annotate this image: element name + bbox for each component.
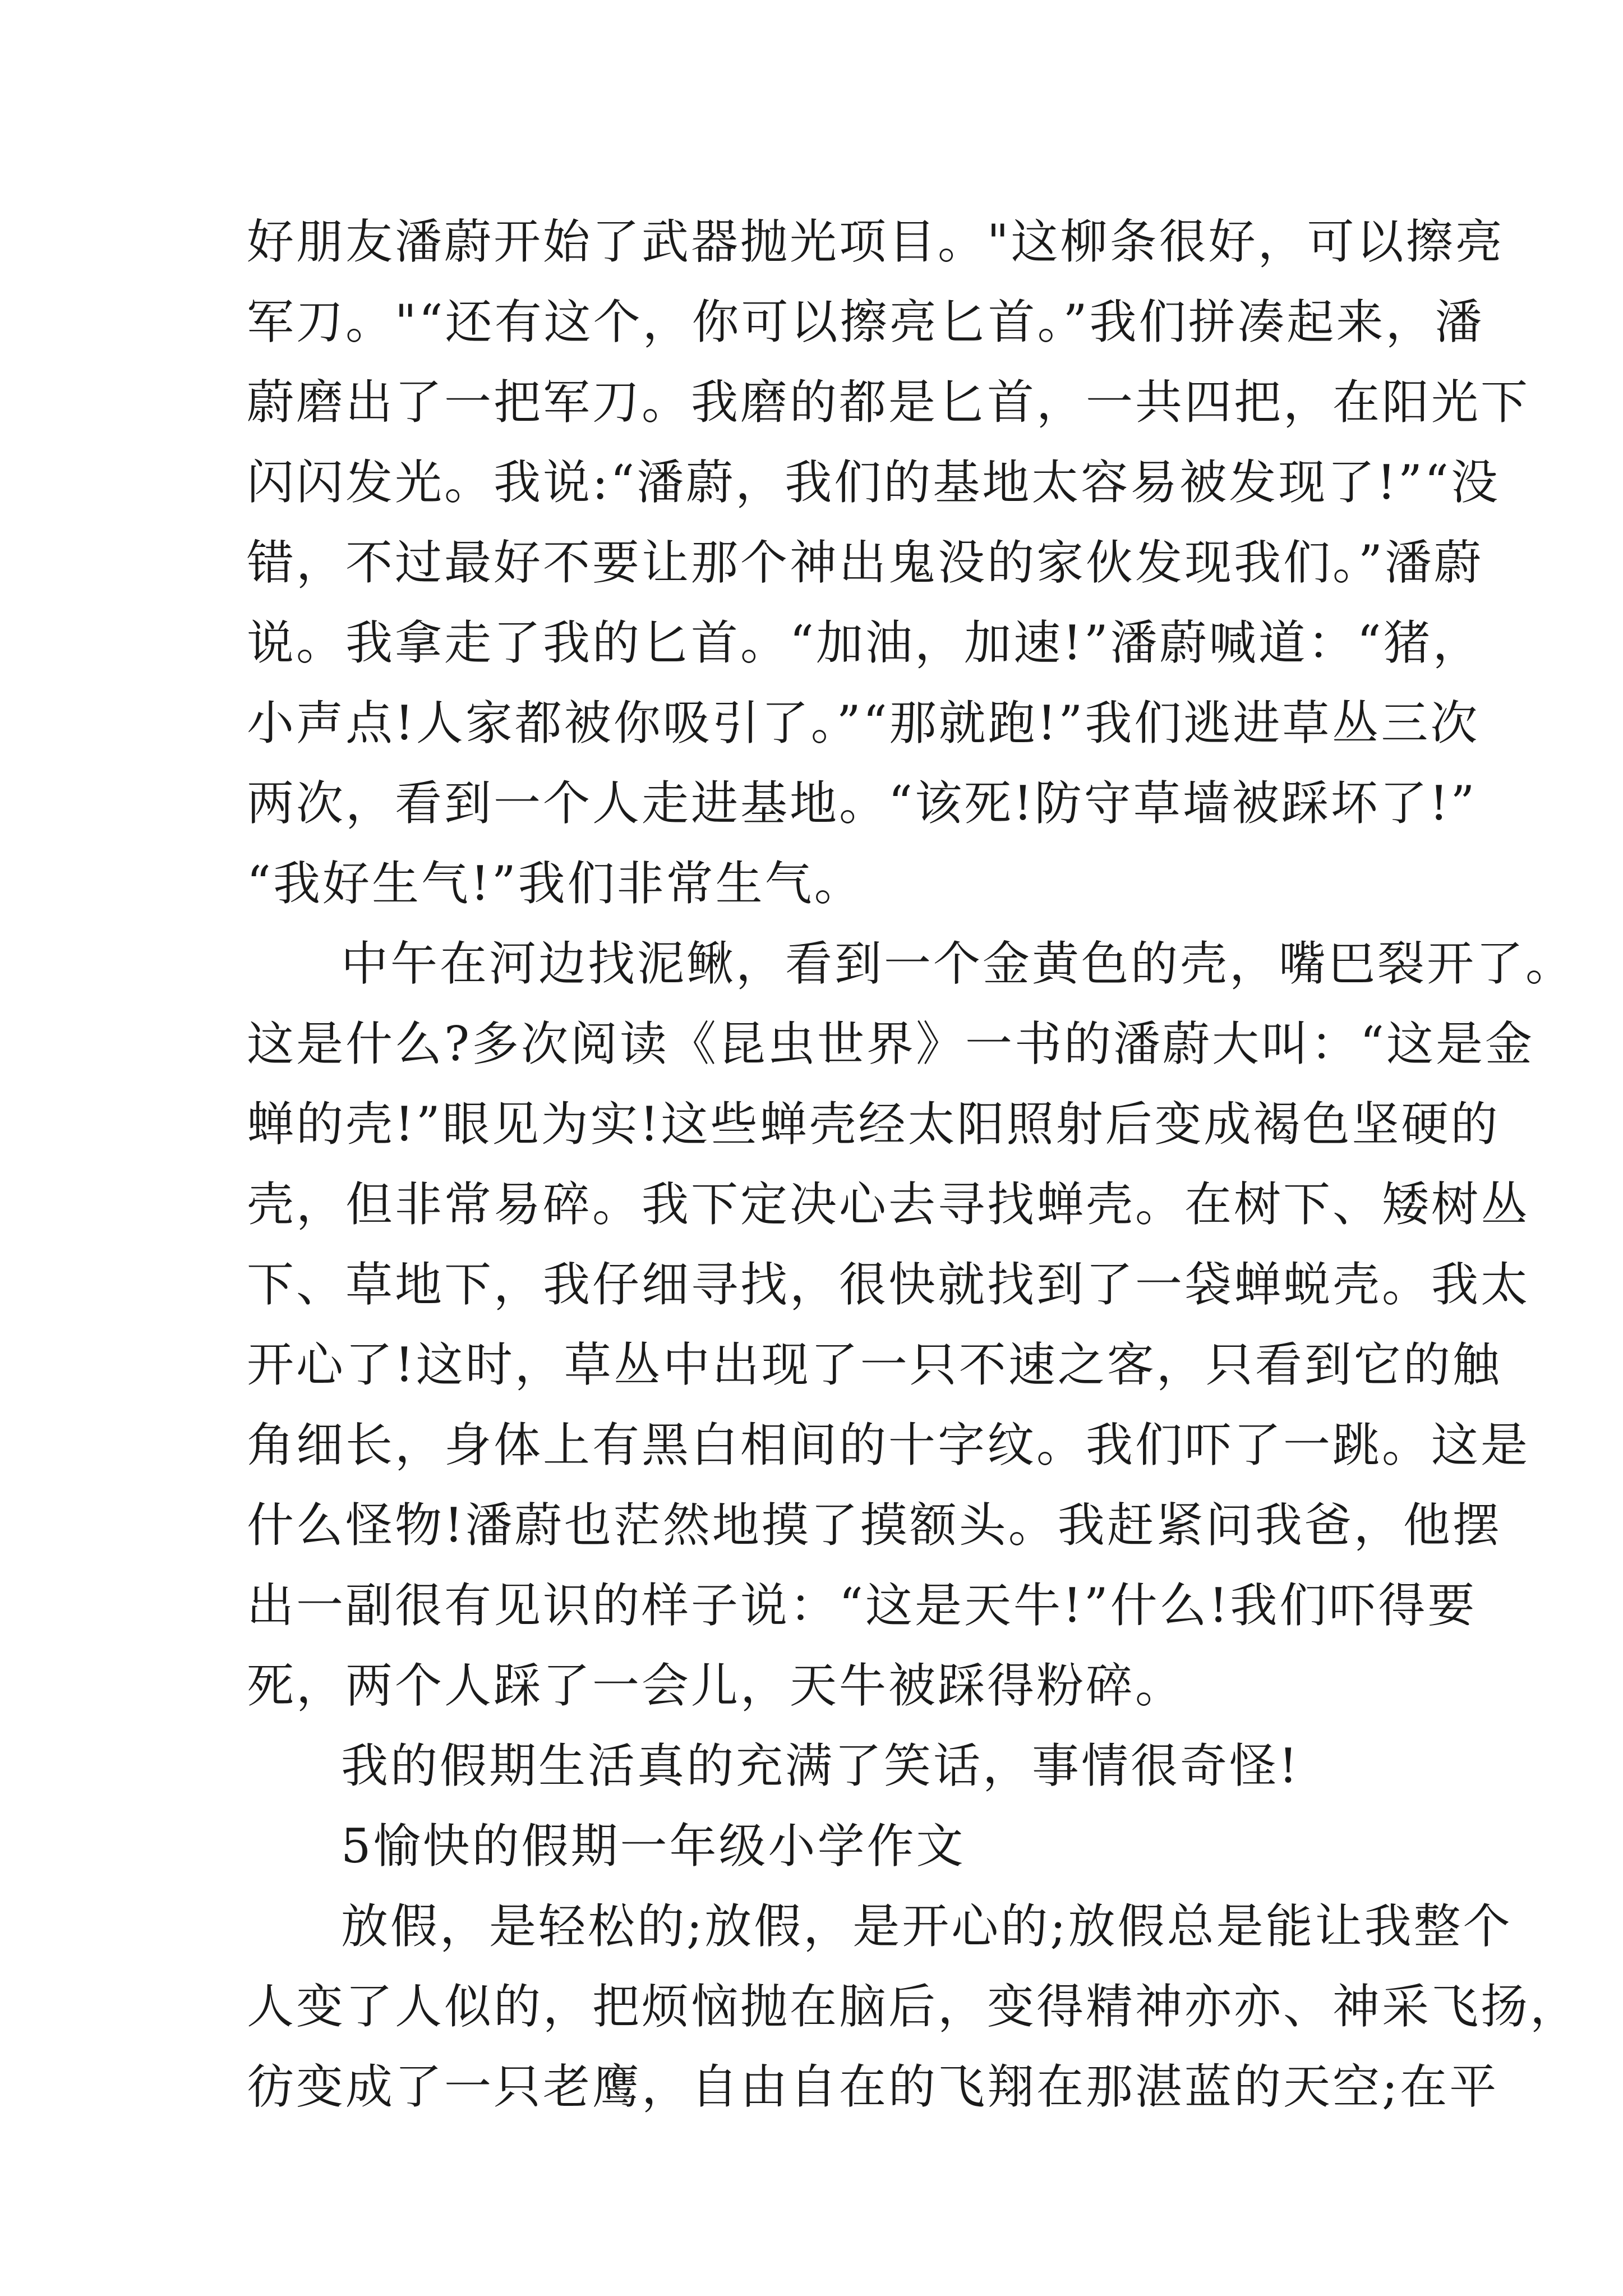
text-line: 军刀。"“还有这个，你可以擦亮匕首。”我们拼凑起来，潘	[247, 295, 1484, 349]
text-line: 说。我拿走了我的匕首。“加油，加速!”潘蔚喊道：“猪，	[247, 615, 1482, 670]
text-line: 人变了人似的，把烦恼抛在脑后，变得精神亦亦、神采飞扬，	[247, 1979, 1580, 2034]
text-line: 下、草地下，我仔细寻找，很快就找到了一袋蝉蜕壳。我太	[247, 1257, 1530, 1312]
paragraph-start-line: 放假，是轻松的;放假，是开心的;放假总是能让我整个	[341, 1899, 1513, 1954]
text-line: 死，两个人踩了一会儿，天牛被踩得粉碎。	[247, 1658, 1185, 1713]
text-line: 蝉的壳!”眼见为实!这些蝉壳经太阳照射后变成褐色坚硬的	[247, 1097, 1500, 1152]
text-line: 闪闪发光。我说:“潘蔚，我们的基地太容易被发现了!”“没	[247, 455, 1500, 510]
section-title: 5愉快的假期一年级小学作文	[341, 1819, 966, 1874]
text-line: 小声点!人家都被你吸引了。”“那就跑!”我们逃进草丛三次	[247, 696, 1480, 751]
text-line: 什么怪物!潘蔚也茫然地摸了摸额头。我赶紧问我爸，他摆	[247, 1498, 1502, 1553]
text-line: 两次，看到一个人走进基地。“该死!防守草墙被踩坏了!”	[247, 776, 1477, 831]
text-line: 出一副很有见识的样子说：“这是天牛!”什么!我们吓得要	[247, 1578, 1477, 1633]
body-text	[247, 202, 1580, 2127]
text-line: 这是什么?多次阅读《昆虫世界》一书的潘蔚大叫：“这是金	[247, 1016, 1534, 1071]
text-line: 彷变成了一只老鹰，自由自在的飞翔在那湛蓝的天空;在平	[247, 2059, 1499, 2114]
paragraph-start-line: 中午在河边找泥鳅，看到一个金黄色的壳，嘴巴裂开了。	[341, 936, 1575, 991]
text-line: 蔚磨出了一把军刀。我磨的都是匕首，一共四把，在阳光下	[247, 375, 1530, 430]
text-line: 好朋友潘蔚开始了武器抛光项目。"这柳条很好，可以擦亮	[247, 214, 1505, 269]
text-line: “我好生气!”我们非常生气。	[247, 856, 864, 911]
text-line: 开心了!这时，草丛中出现了一只不速之客，只看到它的触	[247, 1337, 1502, 1392]
text-line: 角细长，身体上有黑白相间的十字纹。我们吓了一跳。这是	[247, 1418, 1530, 1473]
paragraph-start-line: 我的假期生活真的充满了笑话，事情很奇怪!	[341, 1738, 1300, 1793]
text-line: 壳，但非常易碎。我下定决心去寻找蝉壳。在树下、矮树丛	[247, 1177, 1530, 1232]
text-line: 错，不过最好不要让那个神出鬼没的家伙发现我们。”潘蔚	[247, 535, 1483, 590]
